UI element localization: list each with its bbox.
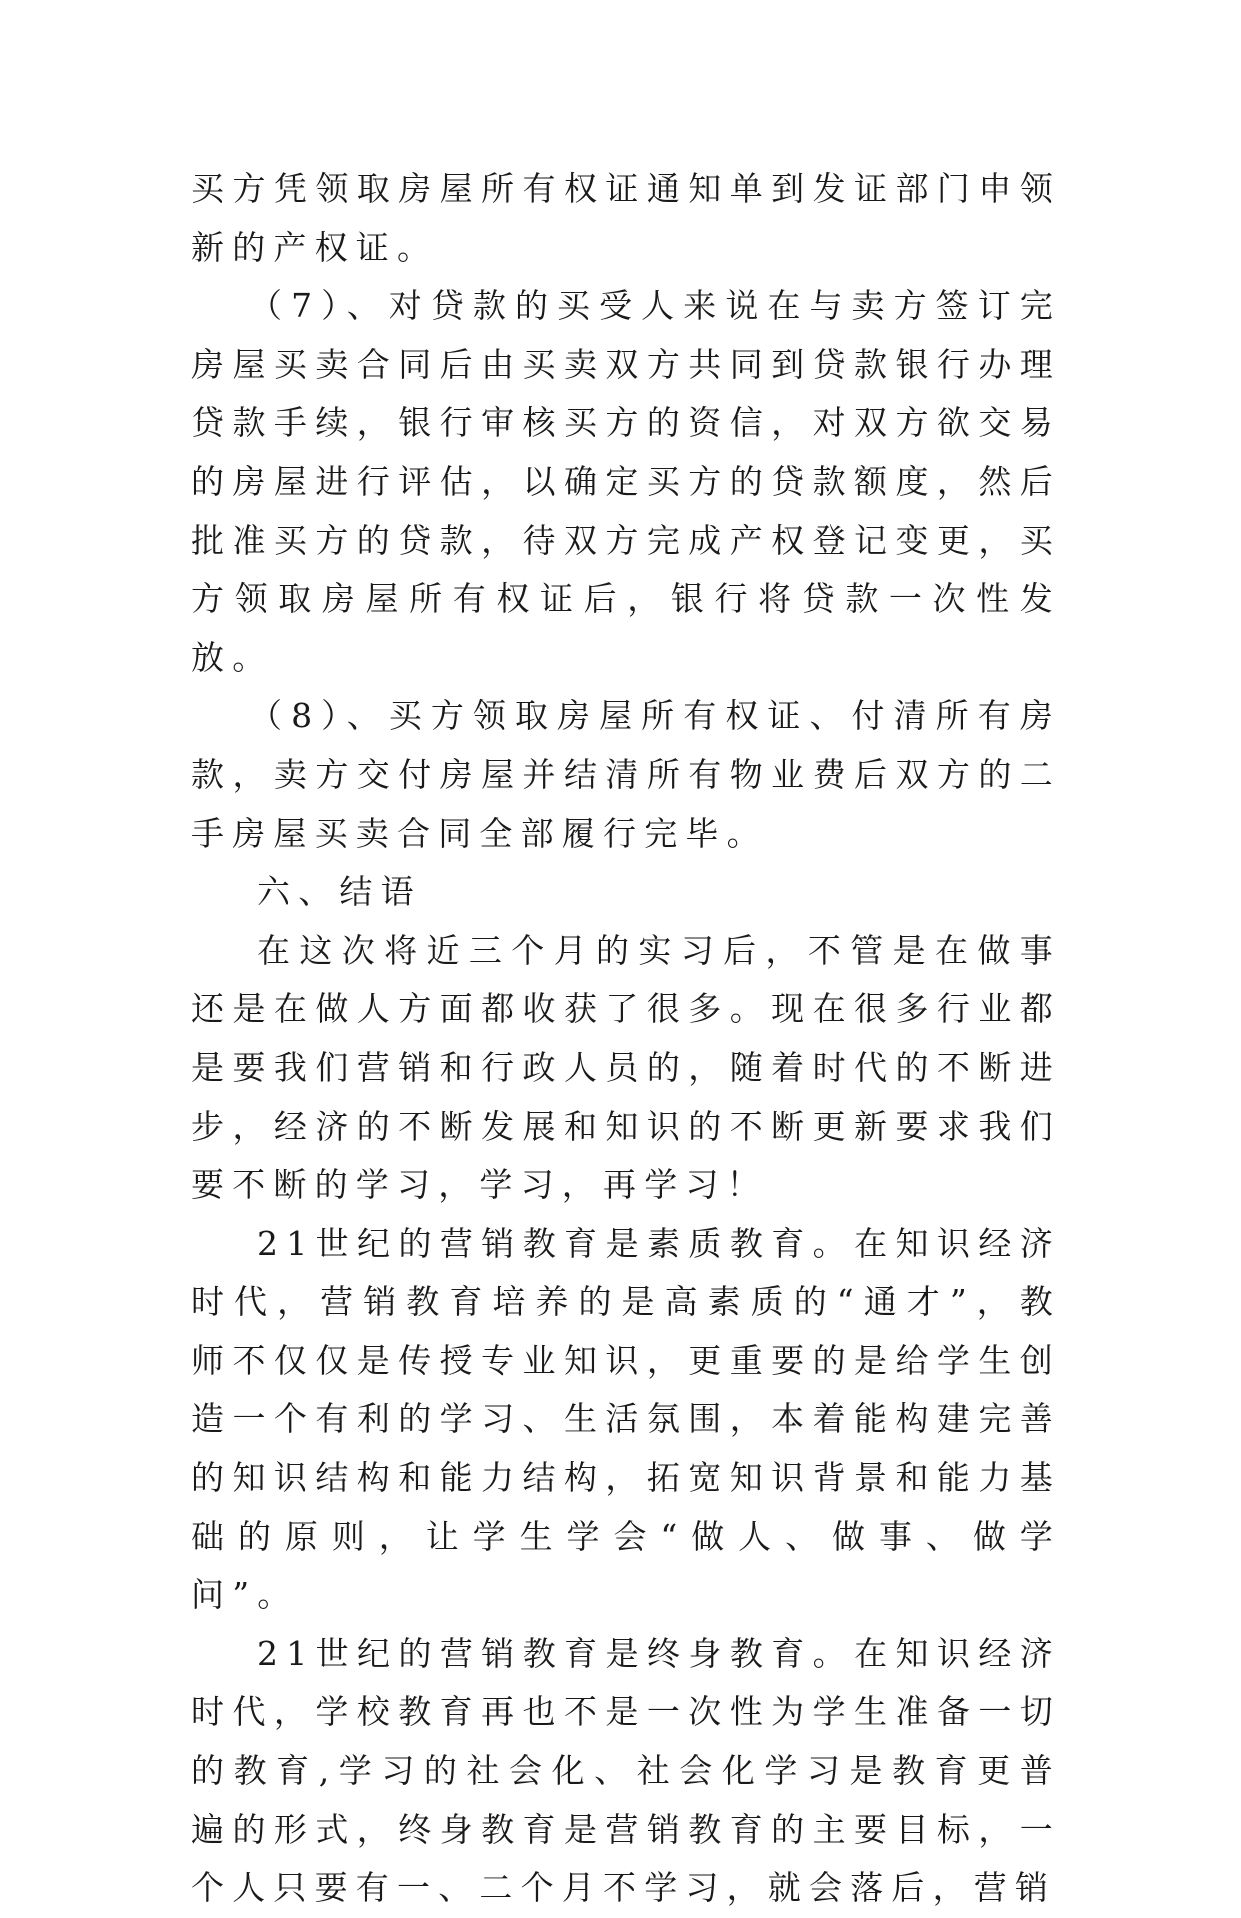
paragraph-lifelong-education: 21世纪的营销教育是终身教育。在知识经济时代，学校教育再也不是一次性为学生准备一切的教育,学习的社会化、社会化学习是教育更普遍的形式，终身教育是营销教育的主要目标，一个人只要有一、二个月不学习，就会落后，营销 — [191, 1633, 1061, 1908]
paragraph-item-8: （8）、买方领取房屋所有权证、付清所有房款，卖方交付房屋并结清所有物业费后双方的二手房屋买卖合同全部履行完毕。 — [191, 696, 1061, 853]
paragraph-conclusion-intro: 在这次将近三个月的实习后，不管是在做事还是在做人方面都收获了很多。现在很多行业都是要我们营销和行政人员的，随着时代的不断进步，经济的不断发展和知识的不断更新要求我们要不断的学习，学习，再学习！ — [191, 930, 1061, 1205]
paragraph-continuation: 买方凭领取房屋所有权证通知单到发证部门申领新的产权证。 — [191, 169, 1061, 267]
section-heading-conclusion: 六、结语 — [257, 872, 422, 912]
paragraph-item-7: （7）、对贷款的买受人来说在与卖方签订完房屋买卖合同后由买卖双方共同到贷款银行办理贷款手续，银行审核买方的资信，对双方欲交易的房屋进行评估，以确定买方的贷款额度，然后批准买方的贷款，待双方完成产权登记变更，买方领取房屋所有权证后，银行将贷款一次性发放。 — [191, 286, 1061, 677]
paragraph-quality-education: 21世纪的营销教育是素质教育。在知识经济时代，营销教育培养的是高素质的“通才”，教师不仅仅是传授专业知识，更重要的是给学生创造一个有利的学习、生活氛围，本着能构建完善的知识结构和能力结构，拓宽知识背景和能力基础的原则，让学生学会“做人、做事、做学问”。 — [191, 1223, 1061, 1615]
document-body — [191, 160, 1061, 1918]
